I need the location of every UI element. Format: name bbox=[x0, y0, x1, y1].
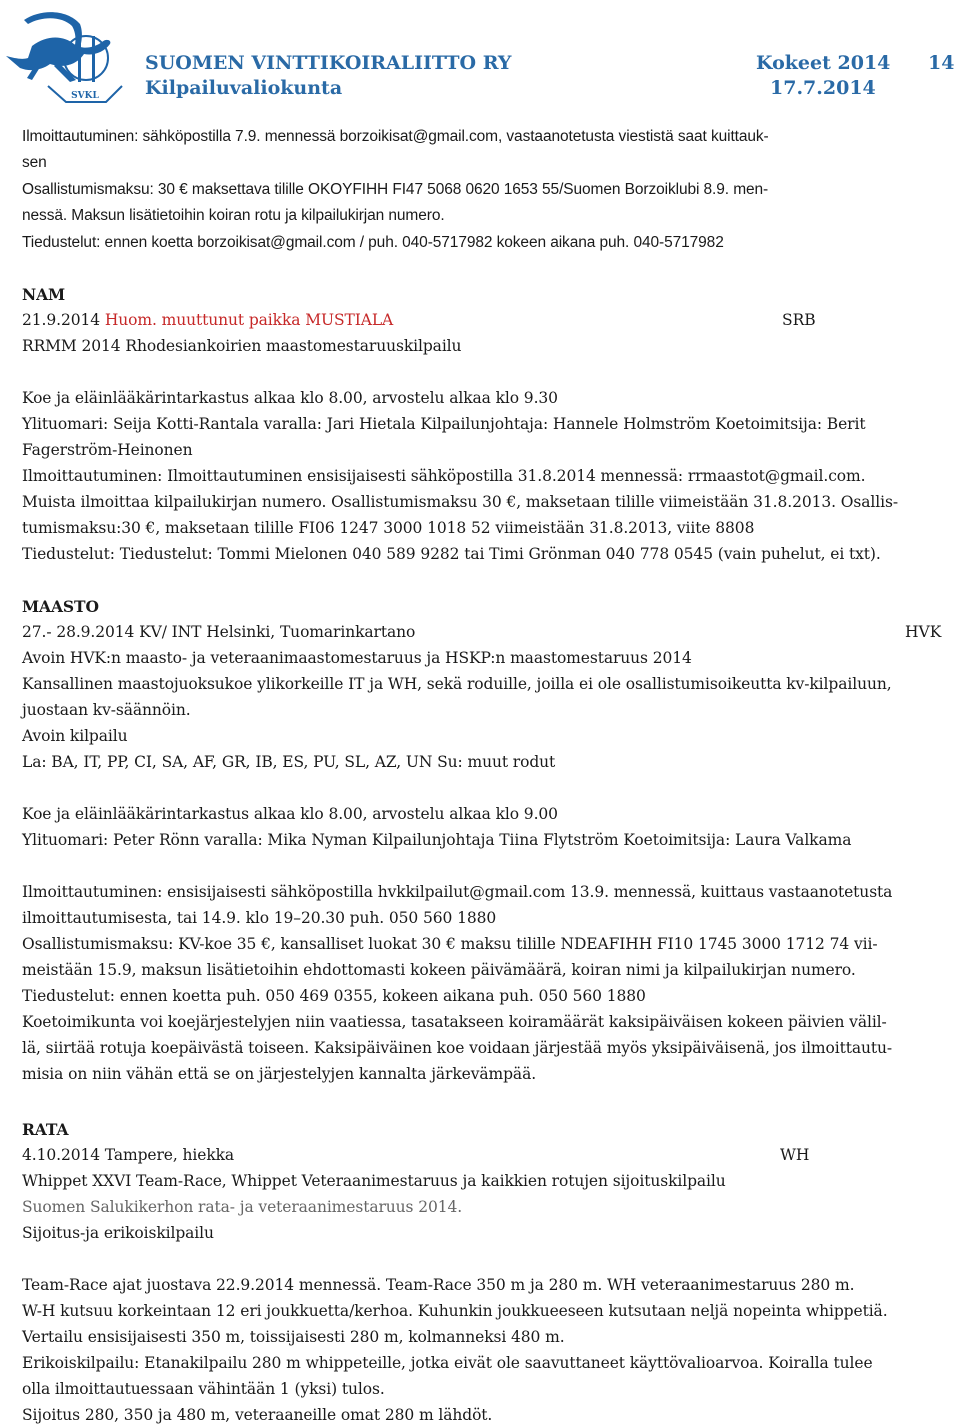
rata-line-3: Sijoitus-ja erikoiskilpailu bbox=[22, 1224, 214, 1242]
nam-date: 21.9.2014 bbox=[22, 311, 100, 329]
rata-line-2: Suomen Salukikerhon rata- ja veteraanimestaruus 2014. bbox=[22, 1198, 463, 1216]
organization-name: SUOMEN VINTTIKOIRALIITTO RY bbox=[145, 52, 512, 74]
rata-date-place: 4.10.2014 Tampere, hiekka bbox=[22, 1146, 235, 1164]
rata-line-7: Erikoiskilpailu: Etanakilpailu 280 m whippeteille, jotka eivät ole saavuttaneet käyttövalioarvoa. Koiralla tulee bbox=[22, 1354, 873, 1372]
borzoi-line-3: Osallistumismaksu: 30 € maksettava tilille OKOYFIHH FI47 5068 0620 1653 55/Suomen Borzoiklubi 8.9. men- bbox=[22, 181, 769, 198]
nam-line-7: Tiedustelut: Tiedustelut: Tommi Mielonen 040 589 9282 tai Timi Grönman 040 778 0545 (vain puhelut, ei txt). bbox=[22, 545, 881, 563]
logo-text: SVKL bbox=[71, 91, 99, 101]
maasto-line-2: Kansallinen maastojuoksukoe ylikorkeille IT ja WH, sekä roduille, joilla ei ole osallistumisoikeutta kv-kilpailuun, bbox=[22, 675, 892, 693]
maasto-line-3: juostaan kv-säännöin. bbox=[22, 701, 191, 719]
rata-heading: RATA bbox=[22, 1120, 69, 1139]
rata-line-9: Sijoitus 280, 350 ja 480 m, veteraaneille omat 280 m lähdöt. bbox=[22, 1406, 493, 1424]
borzoi-line-1: Ilmoittautuminen: sähköpostilla 7.9. mennessä borzoikisat@gmail.com, vastaanotetusta viestistä saat kuittauk- bbox=[22, 128, 769, 145]
maasto-line-11: meistään 15.9, maksun lisätietoihin ehdottomasti kokeen päivämäärä, koiran nimi ja kilpailukirjan numero. bbox=[22, 961, 856, 979]
page-number: 14 bbox=[928, 52, 955, 74]
maasto-line-9: ilmoittautumisesta, tai 14.9. klo 19–20.30 puh. 050 560 1880 bbox=[22, 909, 497, 927]
nam-line-6: tumismaksu:30 €, maksetaan tilille FI06 1247 3000 1018 52 viimeistään 31.8.2013, viite 8808 bbox=[22, 519, 755, 537]
maasto-heading: MAASTO bbox=[22, 597, 99, 616]
maasto-line-10: Osallistumismaksu: KV-koe 35 €, kansalliset luokat 30 € maksu tilille NDEAFIHH FI10 1745 3000 1712 74 vii- bbox=[22, 935, 878, 953]
nam-date-line bbox=[22, 311, 393, 329]
maasto-line-6: Koe ja eläinlääkärintarkastus alkaa klo 8.00, arvostelu alkaa klo 9.00 bbox=[22, 805, 558, 823]
nam-line-3: Fagerström-Heinonen bbox=[22, 441, 193, 459]
maasto-line-5: La: BA, IT, PP, CI, SA, AF, GR, IB, ES, PU, SL, AZ, UN Su: muut rodut bbox=[22, 753, 556, 771]
maasto-line-4: Avoin kilpailu bbox=[22, 727, 128, 745]
maasto-line-13: Koetoimikunta voi koejärjestelyjen niin vaatiessa, tasatakseen koiramäärät kaksipäiväisen kokeen päivien välil- bbox=[22, 1013, 887, 1031]
borzoi-line-5: Tiedustelut: ennen koetta borzoikisat@gmail.com / puh. 040-5717982 kokeen aikana puh. 040-5717982 bbox=[22, 234, 724, 251]
maasto-club: HVK bbox=[905, 623, 942, 641]
nam-heading: NAM bbox=[22, 285, 66, 304]
nam-note: Huom. muuttunut paikka MUSTIALA bbox=[104, 311, 394, 329]
rata-club: WH bbox=[780, 1146, 810, 1164]
rata-line-5: W-H kutsuu korkeintaan 12 eri joukkuetta/kerhoa. Kuhunkin joukkueeseen kutsutaan neljä nopeinta whippetiä. bbox=[22, 1302, 888, 1320]
rata-line-1: Whippet XXVI Team-Race, Whippet Veteraanimestaruus ja kaikkien rotujen sijoituskilpailu bbox=[22, 1172, 726, 1190]
nam-line-4: Ilmoittautuminen: Ilmoittautuminen ensisijaisesti sähköpostilla 31.8.2014 mennessä: rrmaastot@gmail.com. bbox=[22, 467, 866, 485]
rata-line-8: olla ilmoittautuessaan vähintään 1 (yksi) tulos. bbox=[22, 1380, 385, 1398]
borzoi-line-4: nessä. Maksun lisätietoihin koiran rotu ja kilpailukirjan numero. bbox=[22, 207, 445, 224]
nam-event: RRMM 2014 Rhodesiankoirien maastomestaruuskilpailu bbox=[22, 337, 462, 355]
svkl-logo-icon bbox=[2, 6, 132, 106]
nam-club: SRB bbox=[782, 311, 816, 329]
nam-line-2: Ylituomari: Seija Kotti-Rantala varalla: Jari Hietala Kilpailunjohtaja: Hannele Holmström Koetoimitsija: Berit bbox=[22, 415, 866, 433]
committee-name: Kilpailuvaliokunta bbox=[145, 77, 343, 99]
maasto-line-14: lä, siirtää rotuja koepäivästä toiseen. Kaksipäiväinen koe voidaan järjestää myös yksipäiväisenä, jos ilmoittautu- bbox=[22, 1039, 893, 1057]
maasto-line-1: Avoin HVK:n maasto- ja veteraanimaastomestaruus ja HSKP:n maastomestaruus 2014 bbox=[22, 649, 692, 667]
rata-line-4: Team-Race ajat juostava 22.9.2014 mennessä. Team-Race 350 m ja 280 m. WH veteraanimestaruus 280 m. bbox=[22, 1276, 855, 1294]
document-date: 17.7.2014 bbox=[770, 77, 876, 99]
maasto-line-7: Ylituomari: Peter Rönn varalla: Mika Nyman Kilpailunjohtaja Tiina Flytström Koetoimitsija: Laura Valkama bbox=[22, 831, 852, 849]
nam-line-1: Koe ja eläinlääkärintarkastus alkaa klo 8.00, arvostelu alkaa klo 9.30 bbox=[22, 389, 558, 407]
maasto-line-8: Ilmoittautuminen: ensisijaisesti sähköpostilla hvkkilpailut@gmail.com 13.9. mennessä, kuittaus vastaanotetusta bbox=[22, 883, 893, 901]
maasto-line-12: Tiedustelut: ennen koetta puh. 050 469 0355, kokeen aikana puh. 050 560 1880 bbox=[22, 987, 646, 1005]
rata-line-6: Vertailu ensisijaisesti 350 m, toissijaisesti 280 m, kolmanneksi 480 m. bbox=[22, 1328, 565, 1346]
document-title: Kokeet 2014 bbox=[756, 52, 891, 74]
nam-line-5: Muista ilmoittaa kilpailukirjan numero. Osallistumismaksu 30 €, maksetaan tilille viimeistään 31.8.2013. Osallis- bbox=[22, 493, 898, 511]
maasto-date-place: 27.- 28.9.2014 KV/ INT Helsinki, Tuomarinkartano bbox=[22, 623, 416, 641]
borzoi-line-2: sen bbox=[22, 154, 47, 171]
maasto-line-15: misia on niin vähän että se on järjestelyjen kannalta järkevämpää. bbox=[22, 1065, 537, 1083]
